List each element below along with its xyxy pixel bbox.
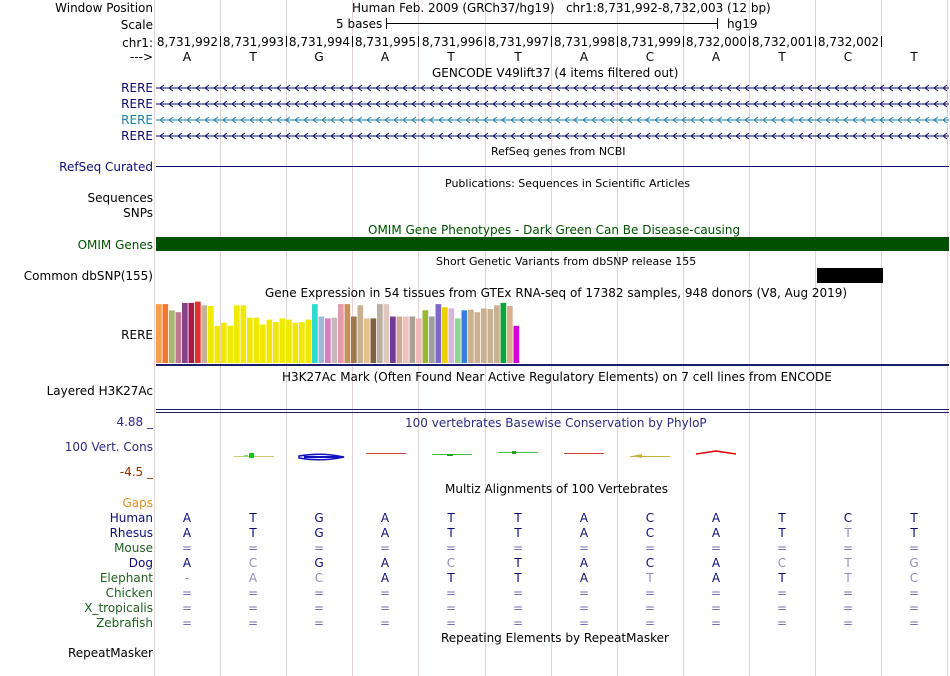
multiz-base: A xyxy=(711,511,721,525)
multiz-base: A xyxy=(711,571,721,585)
multiz-base: = xyxy=(644,601,656,615)
gtex-tissue-bar[interactable] xyxy=(397,317,403,364)
multiz-base: G xyxy=(314,511,324,525)
multiz-base: = xyxy=(181,616,193,630)
ruler-tick xyxy=(352,36,353,47)
multiz-base: = xyxy=(710,601,722,615)
multiz-base: A xyxy=(248,571,258,585)
multiz-base: T xyxy=(514,556,522,570)
gtex-tissue-bar[interactable] xyxy=(215,326,221,363)
scale-text: 5 bases xyxy=(336,17,383,31)
multiz-base: T xyxy=(844,556,852,570)
gtex-tissue-bar[interactable] xyxy=(462,310,468,363)
multiz-base: = xyxy=(512,541,524,555)
phylop-label: 100 Vert. Cons xyxy=(64,440,153,454)
multiz-base: A xyxy=(711,556,721,570)
multiz-base: = xyxy=(181,586,193,600)
multiz-base: = xyxy=(776,601,788,615)
dbsnp-label: Common dbSNP(155) xyxy=(23,269,153,283)
ruler-tick xyxy=(485,36,486,47)
gtex-tissue-bar[interactable] xyxy=(488,309,494,363)
multiz-base: = xyxy=(842,541,854,555)
multiz-base: A xyxy=(182,511,192,525)
multiz-base: T xyxy=(447,526,455,540)
multiz-base: = xyxy=(842,616,854,630)
multiz-base: = xyxy=(379,541,391,555)
scale-label: Scale xyxy=(120,18,153,32)
ruler-tick xyxy=(881,36,882,47)
multiz-species-label[interactable]: Zebrafish xyxy=(96,616,153,630)
multiz-base: T xyxy=(910,511,918,525)
gtex-tissue-bar[interactable] xyxy=(176,312,182,363)
multiz-base: C xyxy=(446,556,456,570)
multiz-base: = xyxy=(445,586,457,600)
omim-gene-bar[interactable] xyxy=(156,237,949,251)
multiz-base: = xyxy=(247,616,259,630)
gtex-tissue-bar[interactable] xyxy=(416,318,422,363)
multiz-base: T xyxy=(447,571,455,585)
window-position-value[interactable]: Human Feb. 2009 (GRCh37/hg19) chr1:8,731,992-8,732,003 (12 bp) xyxy=(352,1,771,15)
multiz-species-label[interactable]: Mouse xyxy=(114,541,153,555)
gtex-separator xyxy=(156,364,949,366)
multiz-base: C xyxy=(645,511,655,525)
gencode-transcript-line[interactable] xyxy=(156,131,949,141)
dna-base: A xyxy=(182,50,192,64)
ruler-tick xyxy=(286,36,287,47)
gtex-tissue-bar[interactable] xyxy=(436,304,442,363)
gtex-bar-chart[interactable] xyxy=(156,300,556,364)
gtex-tissue-bar[interactable] xyxy=(449,308,455,363)
gtex-tissue-bar[interactable] xyxy=(254,318,260,363)
gtex-tissue-bar[interactable] xyxy=(169,310,175,363)
gtex-tissue-bar[interactable] xyxy=(156,304,162,363)
multiz-base: A xyxy=(380,556,390,570)
gtex-tissue-bar[interactable] xyxy=(384,304,390,363)
gtex-tissue-bar[interactable] xyxy=(442,307,448,363)
multiz-base: C xyxy=(314,571,324,585)
multiz-base: = xyxy=(379,616,391,630)
gtex-tissue-bar[interactable] xyxy=(189,303,195,363)
h3k27ac-line-a xyxy=(156,409,949,410)
gtex-tissue-bar[interactable] xyxy=(221,323,227,363)
multiz-base: = xyxy=(908,586,920,600)
multiz-base: A xyxy=(380,571,390,585)
ruler-tick xyxy=(418,36,419,47)
publications-sequences-label: Sequences xyxy=(87,191,153,205)
multiz-base: = xyxy=(710,616,722,630)
multiz-species-label[interactable]: Elephant xyxy=(99,571,153,585)
multiz-base: = xyxy=(445,541,457,555)
gtex-tissue-bar[interactable] xyxy=(455,318,461,363)
gencode-transcript-label[interactable]: RERE xyxy=(121,81,153,95)
publications-snps-label: SNPs xyxy=(123,206,153,220)
gtex-tissue-bar[interactable] xyxy=(182,303,188,363)
ruler-tick xyxy=(815,36,816,47)
multiz-base: T xyxy=(514,511,522,525)
multiz-base: = xyxy=(313,601,325,615)
ruler-position: 8,732,000 xyxy=(685,35,747,49)
gtex-tissue-bar[interactable] xyxy=(202,305,208,363)
ruler-position: 8,731,995 xyxy=(354,35,416,49)
multiz-base: = xyxy=(908,601,920,615)
h3k27ac-line-b xyxy=(156,412,949,413)
gtex-tissue-bar[interactable] xyxy=(410,317,416,364)
ruler-position: 8,731,993 xyxy=(222,35,284,49)
multiz-species-label[interactable]: Dog xyxy=(128,556,153,570)
multiz-base: T xyxy=(778,526,786,540)
strand-label: ---> xyxy=(129,50,153,64)
gencode-transcript-label[interactable]: RERE xyxy=(121,129,153,143)
multiz-base: G xyxy=(909,556,919,570)
multiz-base: T xyxy=(447,511,455,525)
dna-base: T xyxy=(514,50,522,64)
gtex-tissue-bar[interactable] xyxy=(273,322,279,363)
multiz-base: = xyxy=(313,586,325,600)
multiz-base: = xyxy=(842,601,854,615)
dbsnp-variant[interactable] xyxy=(817,268,883,283)
multiz-base: T xyxy=(249,511,257,525)
multiz-base: A xyxy=(380,511,390,525)
multiz-species-label[interactable]: Human xyxy=(109,511,153,525)
gtex-tissue-bar[interactable] xyxy=(312,304,318,363)
ruler-tick xyxy=(617,36,618,47)
multiz-base: T xyxy=(778,511,786,525)
multiz-base: T xyxy=(844,571,852,585)
multiz-base: = xyxy=(379,586,391,600)
gtex-tissue-bar[interactable] xyxy=(299,322,305,363)
gtex-tissue-bar[interactable] xyxy=(481,308,487,363)
gtex-label: RERE xyxy=(121,328,153,342)
gtex-tissue-bar[interactable] xyxy=(364,318,370,363)
multiz-base: = xyxy=(578,586,590,600)
scale-bar-right-tick xyxy=(717,18,718,29)
phylop-title[interactable]: 100 vertebrates Basewise Conservation by PhyloP xyxy=(405,416,707,430)
scale-assembly: hg19 xyxy=(727,17,758,31)
multiz-base: = xyxy=(776,541,788,555)
ruler-position: 8,731,994 xyxy=(288,35,350,49)
ruler-position: 8,731,996 xyxy=(421,35,483,49)
multiz-base: = xyxy=(379,601,391,615)
multiz-base: = xyxy=(512,601,524,615)
dbsnp-title[interactable]: Short Genetic Variants from dbSNP release 155 xyxy=(436,255,697,268)
gtex-tissue-bar[interactable] xyxy=(507,306,513,363)
gtex-tissue-bar[interactable] xyxy=(228,326,234,363)
multiz-title[interactable]: Multiz Alignments of 100 Vertebrates xyxy=(445,482,669,496)
h3k27ac-title[interactable]: H3K27Ac Mark (Often Found Near Active Regulatory Elements) on 7 cell lines from ENCODE xyxy=(282,370,832,384)
refseq-label[interactable]: RefSeq Curated xyxy=(59,160,153,174)
multiz-base: = xyxy=(644,586,656,600)
multiz-base: C xyxy=(645,526,655,540)
multiz-base: = xyxy=(181,541,193,555)
ruler-position: 8,731,998 xyxy=(553,35,615,49)
gencode-transcript-line[interactable] xyxy=(156,99,949,109)
multiz-base: C xyxy=(777,556,787,570)
multiz-base: - xyxy=(184,571,190,585)
gtex-tissue-bar[interactable] xyxy=(260,325,266,363)
gencode-transcript-label[interactable]: RERE xyxy=(121,97,153,111)
gtex-tissue-bar[interactable] xyxy=(403,317,409,364)
dna-base: T xyxy=(249,50,257,64)
gtex-tissue-bar[interactable] xyxy=(208,306,214,363)
publications-title[interactable]: Publications: Sequences in Scientific Articles xyxy=(445,177,690,190)
gtex-tissue-bar[interactable] xyxy=(234,305,240,363)
phylop-plot[interactable] xyxy=(156,440,950,470)
omim-title[interactable]: OMIM Gene Phenotypes - Dark Green Can Be Disease-causing xyxy=(368,223,741,237)
gtex-tissue-bar[interactable] xyxy=(351,317,357,364)
gtex-tissue-bar[interactable] xyxy=(195,302,201,363)
ruler-tick xyxy=(683,36,684,47)
multiz-base: T xyxy=(514,571,522,585)
ruler-tick xyxy=(749,36,750,47)
ruler-position: 8,732,002 xyxy=(817,35,879,49)
phylop-min-label: -4.5 _ xyxy=(119,465,153,479)
ruler-tick xyxy=(551,36,552,47)
gtex-tissue-bar[interactable] xyxy=(163,304,169,363)
gtex-tissue-bar[interactable] xyxy=(345,304,351,363)
dna-base: C xyxy=(645,50,655,64)
chrom-label: chr1: xyxy=(122,36,153,50)
multiz-species-label[interactable]: X_tropicalis xyxy=(84,601,153,615)
multiz-base: = xyxy=(908,541,920,555)
gencode-title[interactable]: GENCODE V49lift37 (4 items filtered out) xyxy=(432,66,679,80)
multiz-base: = xyxy=(644,541,656,555)
gencode-transcript-label[interactable]: RERE xyxy=(121,113,153,127)
gtex-tissue-bar[interactable] xyxy=(429,317,435,364)
ruler-tick xyxy=(220,36,221,47)
refseq-gene-line[interactable] xyxy=(156,166,949,167)
gtex-tissue-bar[interactable] xyxy=(293,323,299,363)
multiz-base: = xyxy=(578,541,590,555)
multiz-base: = xyxy=(512,586,524,600)
multiz-base: = xyxy=(445,616,457,630)
multiz-base: = xyxy=(776,586,788,600)
ruler-position: 8,731,992 xyxy=(156,35,218,49)
multiz-species-label[interactable]: Chicken xyxy=(105,586,153,600)
multiz-base: = xyxy=(908,616,920,630)
multiz-base: T xyxy=(514,526,522,540)
gtex-tissue-bar[interactable] xyxy=(241,305,247,363)
scale-bar xyxy=(386,23,717,24)
multiz-base: C xyxy=(909,571,919,585)
gtex-tissue-bar[interactable] xyxy=(377,304,383,363)
multiz-base: = xyxy=(512,616,524,630)
multiz-base: T xyxy=(844,526,852,540)
multiz-base: = xyxy=(710,541,722,555)
repeatmasker-label: RepeatMasker xyxy=(67,646,153,660)
multiz-base: A xyxy=(182,526,192,540)
multiz-base: A xyxy=(579,511,589,525)
multiz-base: A xyxy=(711,526,721,540)
h3k27ac-label: Layered H3K27Ac xyxy=(46,384,153,398)
multiz-base: = xyxy=(313,541,325,555)
dna-base: T xyxy=(447,50,455,64)
multiz-base: = xyxy=(644,616,656,630)
dna-base: A xyxy=(380,50,390,64)
multiz-base: = xyxy=(313,616,325,630)
multiz-base: A xyxy=(579,571,589,585)
multiz-base: = xyxy=(445,601,457,615)
gtex-tissue-bar[interactable] xyxy=(332,318,338,363)
gtex-tissue-bar[interactable] xyxy=(514,326,520,363)
multiz-base: = xyxy=(247,586,259,600)
multiz-base: = xyxy=(578,601,590,615)
multiz-base: = xyxy=(181,601,193,615)
dna-base: A xyxy=(711,50,721,64)
omim-label[interactable]: OMIM Genes xyxy=(77,238,153,252)
gtex-tissue-bar[interactable] xyxy=(306,320,312,363)
multiz-base: T xyxy=(249,526,257,540)
multiz-base: = xyxy=(247,541,259,555)
gaps-label: Gaps xyxy=(122,496,153,510)
dna-base: C xyxy=(843,50,853,64)
multiz-base: T xyxy=(910,526,918,540)
gridline xyxy=(154,0,155,676)
gtex-tissue-bar[interactable] xyxy=(390,317,396,364)
multiz-base: T xyxy=(778,571,786,585)
gtex-tissue-bar[interactable] xyxy=(319,317,325,364)
gtex-tissue-bar[interactable] xyxy=(494,305,500,363)
multiz-base: = xyxy=(842,586,854,600)
gtex-tissue-bar[interactable] xyxy=(358,305,364,363)
gtex-tissue-bar[interactable] xyxy=(267,320,273,363)
gencode-transcript-line[interactable] xyxy=(156,115,949,125)
gtex-tissue-bar[interactable] xyxy=(371,318,377,363)
dna-base: T xyxy=(910,50,918,64)
multiz-base: A xyxy=(579,526,589,540)
multiz-base: = xyxy=(578,616,590,630)
gtex-tissue-bar[interactable] xyxy=(286,320,292,363)
dna-base: A xyxy=(579,50,589,64)
gencode-transcript-line[interactable] xyxy=(156,83,949,93)
multiz-base: = xyxy=(247,601,259,615)
gtex-tissue-bar[interactable] xyxy=(468,310,474,363)
refseq-title[interactable]: RefSeq genes from NCBI xyxy=(491,145,626,158)
gtex-tissue-bar[interactable] xyxy=(423,310,429,363)
multiz-species-label[interactable]: Rhesus xyxy=(109,526,153,540)
repeatmasker-title[interactable]: Repeating Elements by RepeatMasker xyxy=(441,631,669,645)
gtex-title[interactable]: Gene Expression in 54 tissues from GTEx RNA-seq of 17382 samples, 948 donors (V8, Aug 2019) xyxy=(265,286,848,300)
gtex-tissue-bar[interactable] xyxy=(501,303,507,363)
gtex-tissue-bar[interactable] xyxy=(325,318,331,363)
multiz-base: T xyxy=(646,571,654,585)
phylop-max-label: 4.88 _ xyxy=(116,415,153,429)
multiz-base: C xyxy=(248,556,258,570)
dna-base: T xyxy=(778,50,786,64)
multiz-base: G xyxy=(314,556,324,570)
multiz-base: = xyxy=(776,616,788,630)
window-position-label: Window Position xyxy=(55,1,153,15)
gtex-tissue-bar[interactable] xyxy=(338,304,344,363)
multiz-base: C xyxy=(843,511,853,525)
multiz-base: G xyxy=(314,526,324,540)
gtex-tissue-bar[interactable] xyxy=(475,312,481,363)
ruler-position: 8,732,001 xyxy=(751,35,813,49)
gtex-tissue-bar[interactable] xyxy=(247,318,253,363)
multiz-base: A xyxy=(182,556,192,570)
multiz-base: C xyxy=(645,556,655,570)
gtex-tissue-bar[interactable] xyxy=(280,318,286,363)
ruler-position: 8,731,999 xyxy=(619,35,681,49)
multiz-base: A xyxy=(380,526,390,540)
ruler-position: 8,731,997 xyxy=(487,35,549,49)
dna-base: G xyxy=(314,50,324,64)
multiz-base: = xyxy=(710,586,722,600)
multiz-base: A xyxy=(579,556,589,570)
